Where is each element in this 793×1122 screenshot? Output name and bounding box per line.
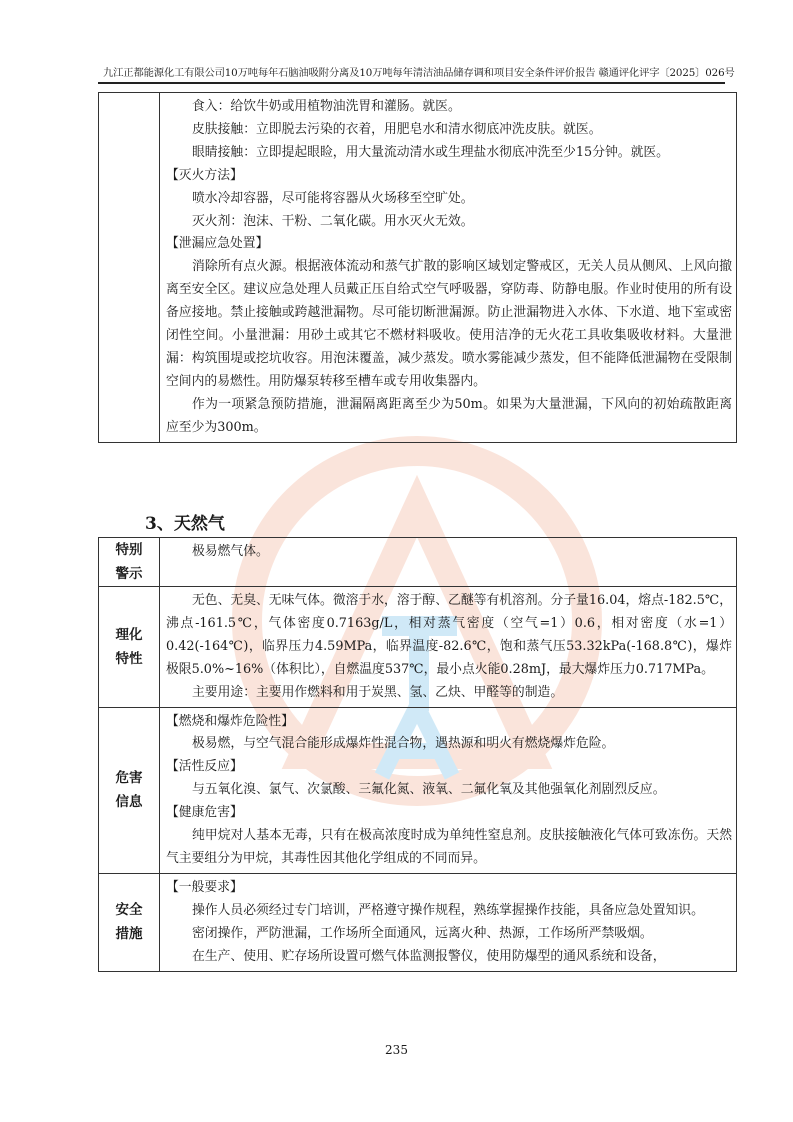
- document-header: 九江正都能源化工有限公司10万吨每年石脑油吸附分离及10万吨每年清洁油品储存调和项目安全条件评价报告 赣通评化评字〔2025〕026号: [103, 67, 735, 79]
- table-row: [99, 873, 737, 971]
- row-label-line: 特性: [115, 650, 143, 667]
- section-heading: 【灭火方法】: [166, 167, 243, 183]
- row-label-line: 信息: [115, 794, 143, 811]
- paragraph: 密闭操作，严防泄漏，工作场所全面通风，远离火种、热源，工作场所严禁吸烟。: [192, 925, 653, 941]
- row-label-line: 理化: [115, 626, 143, 643]
- paragraph: 纯甲烷对人基本无毒，只有在极高浓度时成为单纯性窒息剂。皮肤接触液化气体可致冻伤。天然气主要组分为甲烷，其毒性因其他化学组成的不同而异。: [166, 828, 732, 866]
- row-label: [99, 873, 160, 971]
- row-label-line: 警示: [115, 566, 143, 582]
- table-row: [99, 707, 737, 873]
- header-rule: [98, 82, 725, 84]
- paragraph: 皮肤接触：立即脱去污染的衣着，用肥皂水和清水彻底冲洗皮肤。就医。: [192, 121, 602, 137]
- row-label: [99, 538, 160, 587]
- paragraph: 食入：给饮牛奶或用植物油洗胃和灌肠。就医。: [192, 99, 461, 114]
- section-heading: 【健康危害】: [166, 805, 243, 821]
- paragraph: 眼睛接触：立即提起眼睑，用大量流动清水或生理盐水彻底冲洗至少15分钟。就医。: [192, 144, 669, 160]
- empty-label-cell: [99, 93, 160, 443]
- row-content: [160, 707, 737, 873]
- section-heading: 【泄漏应急处置】: [166, 236, 269, 252]
- section-heading: 【一般要求】: [166, 879, 243, 895]
- row-label-line: 措施: [115, 926, 143, 943]
- row-content: [160, 538, 737, 587]
- paragraph: 极易燃气体。: [192, 544, 269, 559]
- table-row: [99, 587, 737, 708]
- paragraph: 喷水冷却容器，尽可能将容器从火场移至空旷处。: [192, 190, 474, 206]
- paragraph: 主要用途：主要用作燃料和用于炭黑、氢、乙炔、甲醛等的制造。: [192, 684, 564, 700]
- paragraph: 消除所有点火源。根据液体流动和蒸气扩散的影响区域划定警戒区，无关人员从侧风、上风向撤离至安全区。建议应急处理人员戴正压自给式空气呼吸器，穿防毒、防静电服。作业时使用的所有设备应接地。禁止接触或跨越泄漏物。尽可能切断泄漏源。防止泄漏物进入水体、下水道、地下室或密闭性空间。小量泄漏：用砂土或其它不燃材料吸收。使用洁净的无火花工具收集吸收材料。大量泄漏：构筑围堤或挖坑收容。用泡沫覆盖，减少蒸发。喷水雾能减少蒸发，但不能降低泄漏物在受限制空间内的易燃性。用防爆泵转移至槽车或专用收集器内。: [166, 259, 732, 389]
- row-label-line: 危害: [115, 770, 143, 787]
- row-content: [160, 587, 737, 708]
- section-heading: 【燃烧和爆炸危险性】: [166, 713, 294, 729]
- section-heading: 【活性反应】: [166, 759, 243, 775]
- page-number: 235: [385, 1043, 408, 1057]
- table-row: [99, 538, 737, 587]
- paragraph: 灭火剂：泡沫、干粉、二氧化碳。用水灭火无效。: [192, 213, 474, 229]
- row-content: [160, 873, 737, 971]
- row-label: [99, 587, 160, 708]
- first-aid-content: [160, 93, 737, 443]
- paragraph: 无色、无臭、无味气体。微溶于水，溶于醇、乙醚等有机溶剂。分子量16.04，熔点-182.5℃，沸点-161.5℃，气体密度0.7163g/L，相对蒸气密度（空气=1）0.6，相对密度（水=1）0.42(-164℃)，临界压力4.59MPa，临界温度-82.6℃，饱和蒸气压53.32kPa(-168.8℃)，爆炸极限5.0%~16%（体积比），自燃温度537℃，最小点火能0.28mJ，最大爆炸压力0.717MPa。: [166, 593, 732, 677]
- paragraph: 操作人员必须经过专门培训，严格遵守操作规程，熟练掌握操作技能，具备应急处置知识。: [192, 902, 704, 918]
- paragraph: 在生产、使用、贮存场所设置可燃气体监测报警仪，使用防爆型的通风系统和设备，: [192, 948, 666, 964]
- paragraph: 作为一项紧急预防措施，泄漏隔离距离至少为50m。如果为大量泄漏，下风向的初始疏散距离应至少为300m。: [166, 396, 732, 435]
- paragraph: 与五氧化溴、氯气、次氯酸、三氟化氮、液氧、二氟化氧及其他强氧化剂剧烈反应。: [192, 782, 666, 798]
- section-title: 3、天然气: [145, 514, 225, 534]
- row-label-line: 安全: [115, 902, 143, 919]
- row-label-line: 特别: [115, 542, 143, 558]
- row-label: [99, 707, 160, 873]
- natural-gas-table: [98, 537, 737, 972]
- table-row: [99, 93, 737, 443]
- paragraph: 极易燃，与空气混合能形成爆炸性混合物，遇热源和明火有燃烧爆炸危险。: [192, 736, 615, 752]
- first-aid-table: [98, 92, 737, 443]
